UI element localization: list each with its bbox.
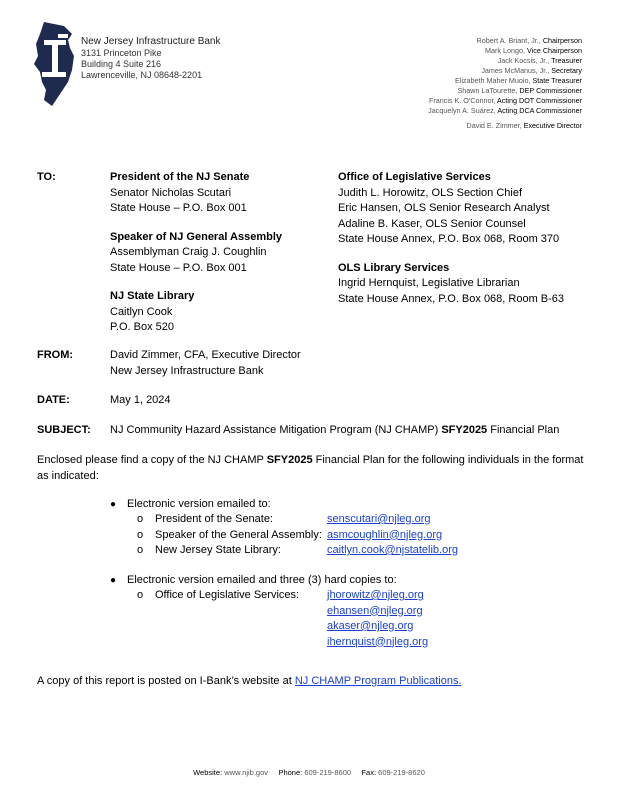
list1-sub-bullets — [137, 512, 143, 559]
recipient-line: Ingrid Hernquist, Legislative Librarian — [338, 277, 520, 289]
board-member: James McManus, Jr., Secretary — [481, 66, 582, 75]
board-member: Jack Kocsis, Jr., Treasurer — [497, 56, 582, 65]
board-member: Elizabeth Maher Muoio, State Treasurer — [454, 76, 582, 85]
list2-heading-text: Electronic version emailed and three (3) hard copies to: — [127, 574, 397, 586]
circle-bullet-icon: o — [137, 589, 144, 601]
email-link[interactable]: ihernquist@njleg.org — [327, 635, 429, 648]
recipient-title: Office of Legislative Services — [338, 171, 491, 183]
recipient-title: Speaker of NJ General Assembly — [110, 230, 283, 243]
list1-item-label: Speaker of the General Assembly: — [155, 528, 322, 541]
bullet-icon: ● — [110, 575, 117, 586]
email-link[interactable]: akaser@njleg.org — [327, 620, 414, 632]
nj-logo — [30, 20, 76, 110]
from-line: David Zimmer, CFA, Executive Director — [110, 349, 301, 361]
footer-fax: 609-219-8620 — [378, 768, 425, 777]
recipient-line: Assemblyman Craig J. Coughlin — [110, 246, 267, 258]
footer-website: www.njib.gov — [224, 768, 269, 777]
footer: Website: www.njib.gov Phone: 609-219-8600 Fax: 609-219-8620 — [193, 768, 425, 777]
list1-emails — [327, 512, 458, 559]
list1-heading — [110, 497, 116, 513]
recipient-title: President of the NJ Senate — [110, 171, 250, 183]
board-list — [428, 36, 582, 131]
logo-mark-stem — [52, 40, 58, 76]
circle-bullet-icon: o — [137, 544, 144, 556]
email-link[interactable]: asmcoughlin@njleg.org — [327, 528, 443, 541]
closing-paragraph: A copy of this report is posted on I-Bank’s website at NJ CHAMP Program Publications. — [37, 675, 462, 687]
from-block — [110, 348, 301, 379]
recipient-line: Eric Hansen, OLS Senior Research Analyst — [338, 202, 550, 214]
list2-label: Office of Legislative Services: — [155, 589, 300, 601]
email-link[interactable]: senscutari@njleg.org — [327, 513, 431, 525]
logo-mark-accent — [58, 34, 68, 38]
recipient-line: State House – P.O. Box 001 — [110, 202, 247, 214]
executive-director: David E. Zimmer, Executive Director — [466, 121, 582, 130]
date-label: DATE: — [37, 394, 70, 406]
from-line: New Jersey Infrastructure Bank — [110, 364, 264, 377]
publications-link[interactable]: NJ CHAMP Program Publications. — [294, 675, 462, 687]
list2-emails — [327, 588, 428, 650]
recipient-line: Judith L. Horowitz, OLS Section Chief — [338, 186, 523, 199]
email-link[interactable]: caitlyn.cook@njstatelib.org — [327, 544, 459, 556]
org-address-line: Lawrenceville, NJ 08648-2201 — [81, 70, 203, 80]
recipient-title: OLS Library Services — [338, 261, 450, 274]
date-value: May 1, 2024 — [110, 394, 171, 406]
recipient-title: NJ State Library — [110, 290, 195, 302]
recipient-line: P.O. Box 520 — [110, 321, 175, 333]
recipient-line: State House Annex, P.O. Box 068, Room 370 — [338, 233, 560, 245]
footer-phone: 609-219-8600 — [304, 768, 352, 777]
from-label: FROM: — [37, 349, 74, 361]
subject-text: NJ Community Hazard Assistance Mitigation Program (NJ CHAMP) SFY2025 Financial Plan — [110, 424, 560, 436]
list1-heading-text: Electronic version emailed to: — [127, 498, 271, 510]
intro-paragraph: Enclosed please find a copy of the NJ CHAMP SFY2025 Financial Plan for the following individuals in the format as indicated: — [37, 454, 584, 482]
recipient-line: State House Annex, P.O. Box 068, Room B-63 — [338, 292, 565, 305]
board-member: Francis K. O'Connor, Acting DOT Commissioner — [428, 96, 582, 105]
org-name: New Jersey Infrastructure Bank — [81, 36, 221, 47]
email-link[interactable]: ehansen@njleg.org — [327, 604, 423, 617]
recipient-line: State House – P.O. Box 001 — [110, 261, 247, 274]
to-recipients-left — [110, 170, 282, 336]
recipient-line: Caitlyn Cook — [110, 305, 173, 318]
list1-item-label: New Jersey State Library: — [155, 544, 281, 556]
list2-bullet — [110, 573, 116, 589]
subject-label: SUBJECT: — [37, 424, 91, 436]
circle-bullet-icon: o — [137, 528, 144, 541]
board-member: Shawn LaTourette, DEP Commissioner — [457, 86, 582, 95]
recipient-line: Adaline B. Kaser, OLS Senior Counsel — [338, 217, 526, 230]
org-address-line: 3131 Princeton Pike — [81, 48, 162, 58]
recipient-line: Senator Nicholas Scutari — [110, 186, 232, 199]
to-recipients-right — [338, 170, 564, 307]
email-link[interactable]: jhorowitz@njleg.org — [327, 589, 424, 601]
circle-bullet-icon: o — [137, 513, 144, 525]
to-label: TO: — [37, 171, 56, 183]
logo-mark-bottom — [42, 72, 66, 77]
board-member: Robert A. Briant, Jr., Chairperson — [476, 36, 582, 45]
board-member: Mark Longo, Vice Chairperson — [485, 46, 582, 55]
list1-labels — [155, 512, 322, 559]
org-address-line: Building 4 Suite 216 — [81, 59, 162, 69]
list1-item-label: President of the Senate: — [155, 513, 274, 525]
board-member: Jacquelyn A. Suárez, Acting DCA Commissioner — [428, 106, 582, 115]
org-address — [81, 36, 221, 81]
bullet-icon: ● — [110, 499, 117, 510]
